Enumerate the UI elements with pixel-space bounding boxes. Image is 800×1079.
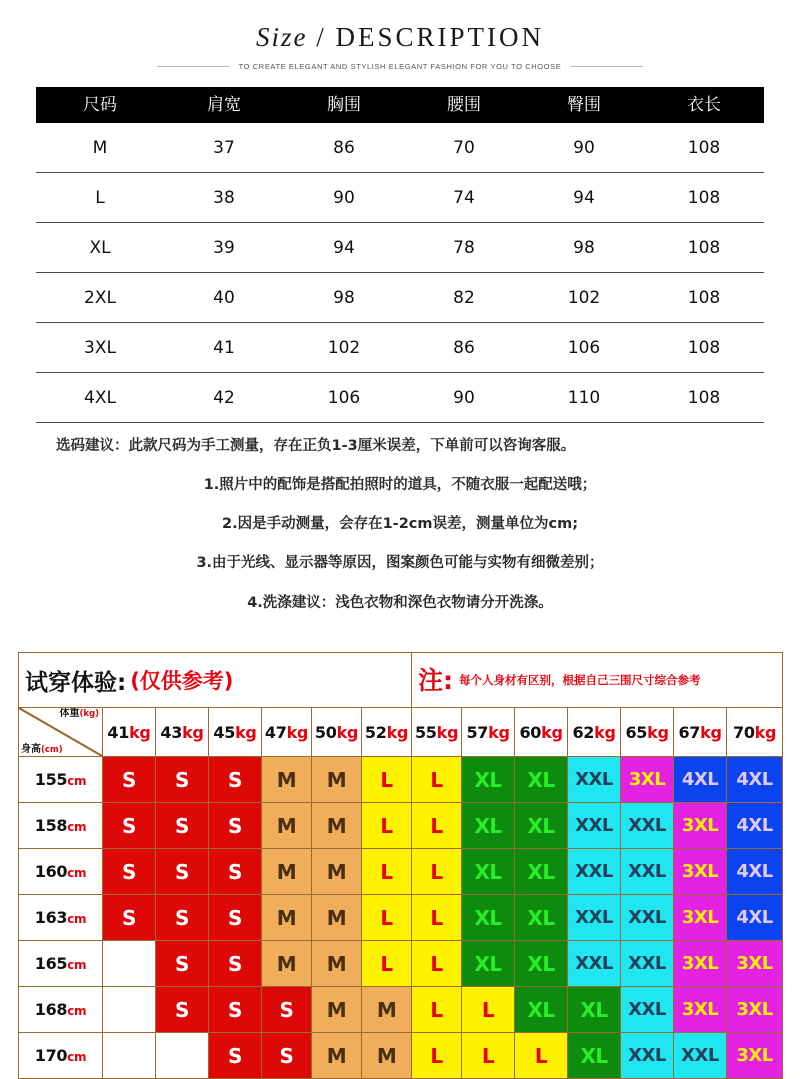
fit-cell: M <box>312 803 362 849</box>
weight-value: 70 <box>732 722 755 742</box>
axis-label-height-unit: (cm) <box>41 744 63 755</box>
size-col-header-size: 尺码 <box>36 87 164 123</box>
height-value: 160 <box>34 862 68 881</box>
size-cell: 102 <box>284 323 404 373</box>
fit-cell: L <box>362 803 412 849</box>
size-cell: 108 <box>644 223 764 273</box>
fitting-title-paren: (仅供参考) <box>130 669 234 693</box>
fit-cell: M <box>262 803 312 849</box>
size-cell: 74 <box>404 173 524 223</box>
list-item <box>19 1033 783 1079</box>
axis-label-weight-unit: (kg) <box>79 709 99 719</box>
fit-cell: XL <box>462 895 515 941</box>
fit-cell: L <box>362 849 412 895</box>
weight-value: 52 <box>364 722 387 742</box>
height-header-cell <box>19 757 103 803</box>
fit-cell: XXL <box>621 849 674 895</box>
height-header-cell <box>19 849 103 895</box>
fit-cell: S <box>209 849 262 895</box>
table-row <box>36 273 764 323</box>
note-item-1: 1.照片中的配饰是搭配拍照时的道具，不随衣服一起配送哦； <box>203 477 597 494</box>
size-table <box>36 87 764 423</box>
weight-value: 55 <box>414 722 437 742</box>
size-cell: L <box>36 173 164 223</box>
fit-cell: L <box>412 803 462 849</box>
fit-cell: L <box>412 757 462 803</box>
subtitle-rule-left <box>157 66 229 67</box>
weight-header-cell <box>674 708 727 757</box>
page-title-roman: DESCRIPTION <box>335 22 545 52</box>
height-value: 165 <box>34 954 68 973</box>
page-title-italic: Size <box>255 22 308 52</box>
page-subtitle: TO CREATE ELEGANT AND STYLISH ELEGANT FASHION FOR YOU TO CHOOSE <box>238 62 562 71</box>
size-table-header-row <box>36 87 764 123</box>
fit-cell: XL <box>462 757 515 803</box>
height-header-cell <box>19 941 103 987</box>
size-cell: 102 <box>524 273 644 323</box>
height-value: 163 <box>34 908 68 927</box>
size-cell: 82 <box>404 273 524 323</box>
weight-header-cell <box>103 708 156 757</box>
size-cell: 94 <box>284 223 404 273</box>
weight-value: 62 <box>572 722 595 742</box>
fit-cell: L <box>462 1033 515 1079</box>
page-title <box>0 22 800 53</box>
weight-unit: kg <box>594 722 616 742</box>
fit-cell: XXL <box>674 1033 727 1079</box>
weight-unit: kg <box>286 722 309 742</box>
size-cell: 2XL <box>36 273 164 323</box>
weight-unit: kg <box>647 722 669 742</box>
height-unit: cm <box>67 820 87 834</box>
weight-header-cell <box>515 708 568 757</box>
weight-header-cell <box>362 708 412 757</box>
height-value: 168 <box>34 1000 68 1019</box>
weight-value: 41 <box>107 722 130 742</box>
fit-cell: L <box>412 1033 462 1079</box>
size-cell: 78 <box>404 223 524 273</box>
fit-cell: XXL <box>568 849 621 895</box>
fit-cell: M <box>262 849 312 895</box>
height-header-cell <box>19 1033 103 1079</box>
note-item-4: 4.洗涤建议：浅色衣物和深色衣物请分开洗涤。 <box>247 594 553 611</box>
fit-cell: S <box>209 757 262 803</box>
fit-cell: XL <box>568 1033 621 1079</box>
fit-cell: XXL <box>621 1033 674 1079</box>
weight-value: 50 <box>314 722 337 742</box>
height-unit: cm <box>67 866 87 880</box>
axis-label-height-text: 身高 <box>21 743 41 755</box>
page-subtitle-row <box>0 62 800 71</box>
fit-cell: S <box>262 987 312 1033</box>
size-cell: 108 <box>644 373 764 423</box>
weight-header-cell <box>621 708 674 757</box>
weight-value: 60 <box>519 722 542 742</box>
weight-value: 57 <box>466 722 489 742</box>
list-item <box>19 941 783 987</box>
fit-cell <box>103 987 156 1033</box>
height-header-cell <box>19 895 103 941</box>
fit-cell: L <box>362 895 412 941</box>
fit-cell: S <box>156 757 209 803</box>
fit-cell: S <box>262 1033 312 1079</box>
fit-cell: 3XL <box>674 895 727 941</box>
fit-cell: L <box>412 849 462 895</box>
weight-header-cell <box>568 708 621 757</box>
table-row <box>36 373 764 423</box>
size-cell: M <box>36 123 164 173</box>
fit-cell: 3XL <box>727 987 783 1033</box>
fit-cell: 4XL <box>727 849 783 895</box>
note-lead: 选码建议：此款尺码为手工测量，存在正负1-3厘米误差，下单前可以咨询客服。 <box>56 438 576 454</box>
fit-cell: M <box>312 987 362 1033</box>
fit-cell: M <box>312 1033 362 1079</box>
fit-cell: M <box>312 941 362 987</box>
weight-unit: kg <box>541 722 563 742</box>
size-cell: 98 <box>524 223 644 273</box>
fit-cell: L <box>515 1033 568 1079</box>
size-cell: 3XL <box>36 323 164 373</box>
axis-corner-cell <box>19 708 103 757</box>
size-cell: 108 <box>644 123 764 173</box>
fit-cell: L <box>462 987 515 1033</box>
fit-cell: M <box>262 941 312 987</box>
fit-cell: L <box>412 895 462 941</box>
size-cell: 40 <box>164 273 284 323</box>
fit-cell: XL <box>515 895 568 941</box>
fit-cell: XXL <box>568 895 621 941</box>
size-cell: 98 <box>284 273 404 323</box>
fit-cell: S <box>103 849 156 895</box>
fit-cell: S <box>156 849 209 895</box>
fit-cell: 3XL <box>674 803 727 849</box>
size-col-header-shoulder: 肩宽 <box>164 87 284 123</box>
size-cell: 39 <box>164 223 284 273</box>
weight-unit: kg <box>336 722 359 742</box>
weight-header-cell <box>727 708 783 757</box>
weight-header-cell <box>262 708 312 757</box>
fit-cell: L <box>412 941 462 987</box>
fit-cell: S <box>209 1033 262 1079</box>
size-cell: 90 <box>284 173 404 223</box>
fit-cell: XXL <box>621 941 674 987</box>
fit-cell: 3XL <box>727 1033 783 1079</box>
fit-cell: S <box>156 803 209 849</box>
size-cell: 110 <box>524 373 644 423</box>
size-col-header-bust: 胸围 <box>284 87 404 123</box>
size-cell: XL <box>36 223 164 273</box>
fit-cell: 4XL <box>727 803 783 849</box>
fit-cell: 4XL <box>674 757 727 803</box>
fitting-title-row <box>19 653 783 708</box>
fitting-note-text: 每个人身材有区别，根据自己三围尺寸综合参考 <box>459 672 701 687</box>
fit-cell: S <box>156 895 209 941</box>
height-value: 155 <box>34 770 68 789</box>
weight-value: 67 <box>678 722 701 742</box>
weight-value: 45 <box>213 722 236 742</box>
list-item <box>19 895 783 941</box>
fitting-table <box>18 652 783 1079</box>
list-item <box>19 803 783 849</box>
fit-cell <box>103 941 156 987</box>
fit-cell: XXL <box>621 987 674 1033</box>
subtitle-rule-right <box>571 66 643 67</box>
fit-cell: XL <box>515 803 568 849</box>
note-item-3: 3.由于光线、显示器等原因，图案颜色可能与实物有细微差别； <box>196 555 604 572</box>
table-row <box>36 323 764 373</box>
list-item <box>19 757 783 803</box>
fit-cell: S <box>156 941 209 987</box>
size-cell: 94 <box>524 173 644 223</box>
fit-cell: XXL <box>568 803 621 849</box>
fit-cell: 4XL <box>727 757 783 803</box>
fit-cell: XXL <box>568 757 621 803</box>
height-value: 158 <box>34 816 68 835</box>
table-row <box>36 173 764 223</box>
weight-header-cell <box>312 708 362 757</box>
fit-cell: S <box>209 803 262 849</box>
fit-cell: 3XL <box>674 941 727 987</box>
fit-cell: M <box>362 987 412 1033</box>
height-value: 170 <box>34 1046 68 1065</box>
height-unit: cm <box>67 1050 87 1064</box>
size-col-header-hip: 臀围 <box>524 87 644 123</box>
size-col-header-waist: 腰围 <box>404 87 524 123</box>
table-row <box>36 223 764 273</box>
weight-header-cell <box>156 708 209 757</box>
axis-label-weight <box>59 709 99 720</box>
fit-cell: 3XL <box>674 849 727 895</box>
size-cell: 37 <box>164 123 284 173</box>
fitting-table-wrap <box>18 652 782 1079</box>
list-item <box>19 987 783 1033</box>
weight-header-cell <box>209 708 262 757</box>
notes-block <box>40 437 760 612</box>
axis-label-height <box>21 745 63 756</box>
height-unit: cm <box>67 1004 87 1018</box>
fit-cell: XXL <box>621 803 674 849</box>
weight-unit: kg <box>436 722 459 742</box>
fit-cell: 4XL <box>727 895 783 941</box>
axis-label-weight-text: 体重 <box>59 708 80 719</box>
size-cell: 90 <box>524 123 644 173</box>
fit-cell: S <box>103 803 156 849</box>
fit-cell: XL <box>462 849 515 895</box>
size-cell: 70 <box>404 123 524 173</box>
weight-value: 47 <box>264 722 287 742</box>
fit-cell: S <box>209 895 262 941</box>
height-header-cell <box>19 987 103 1033</box>
size-cell: 4XL <box>36 373 164 423</box>
fitting-title: 试穿体验: <box>25 669 127 696</box>
size-cell: 90 <box>404 373 524 423</box>
size-cell: 108 <box>644 273 764 323</box>
weight-unit: kg <box>700 722 722 742</box>
fit-cell: 3XL <box>674 987 727 1033</box>
fit-cell <box>103 1033 156 1079</box>
fitting-title-cell <box>19 653 412 708</box>
weight-unit: kg <box>129 722 151 742</box>
size-cell: 106 <box>524 323 644 373</box>
fit-cell: L <box>412 987 462 1033</box>
fit-cell: M <box>312 849 362 895</box>
weight-unit: kg <box>754 722 777 742</box>
fit-cell: XXL <box>621 895 674 941</box>
fit-cell: S <box>156 987 209 1033</box>
list-item <box>19 849 783 895</box>
fit-cell: S <box>209 941 262 987</box>
fitting-note-marker: 注: <box>418 665 454 695</box>
fitting-weight-header-row <box>19 708 783 757</box>
fit-cell: 3XL <box>727 941 783 987</box>
size-cell: 108 <box>644 173 764 223</box>
fit-cell: S <box>103 895 156 941</box>
fit-cell: M <box>312 757 362 803</box>
height-unit: cm <box>67 958 87 972</box>
fit-cell: XL <box>568 987 621 1033</box>
size-cell: 86 <box>284 123 404 173</box>
note-item-2: 2.因是手动测量，会存在1-2cm误差，测量单位为cm; <box>222 516 578 533</box>
page-header <box>0 0 800 71</box>
size-col-header-length: 衣长 <box>644 87 764 123</box>
weight-value: 43 <box>160 722 183 742</box>
weight-unit: kg <box>488 722 510 742</box>
fit-cell: L <box>362 757 412 803</box>
fit-cell: M <box>362 1033 412 1079</box>
size-cell: 38 <box>164 173 284 223</box>
page-title-slash: / <box>316 22 327 52</box>
size-cell: 106 <box>284 373 404 423</box>
table-row <box>36 123 764 173</box>
fit-cell: M <box>312 895 362 941</box>
size-cell: 42 <box>164 373 284 423</box>
fit-cell: M <box>262 757 312 803</box>
fit-cell: XL <box>515 849 568 895</box>
fit-cell: S <box>103 757 156 803</box>
fit-cell: XL <box>515 987 568 1033</box>
height-unit: cm <box>67 912 87 926</box>
fit-cell <box>156 1033 209 1079</box>
weight-unit: kg <box>182 722 204 742</box>
fitting-note-cell <box>412 653 783 708</box>
weight-unit: kg <box>386 722 409 742</box>
size-cell: 41 <box>164 323 284 373</box>
size-table-wrap <box>36 87 764 423</box>
fit-cell: M <box>262 895 312 941</box>
height-unit: cm <box>67 774 87 788</box>
fit-cell: XXL <box>568 941 621 987</box>
weight-unit: kg <box>235 722 257 742</box>
weight-header-cell <box>412 708 462 757</box>
fit-cell: S <box>209 987 262 1033</box>
fit-cell: XL <box>462 803 515 849</box>
fit-cell: XL <box>515 941 568 987</box>
fit-cell: XL <box>515 757 568 803</box>
height-header-cell <box>19 803 103 849</box>
size-cell: 86 <box>404 323 524 373</box>
fit-cell: L <box>362 941 412 987</box>
fit-cell: XL <box>462 941 515 987</box>
fit-cell: 3XL <box>621 757 674 803</box>
weight-header-cell <box>462 708 515 757</box>
weight-value: 65 <box>625 722 648 742</box>
size-cell: 108 <box>644 323 764 373</box>
